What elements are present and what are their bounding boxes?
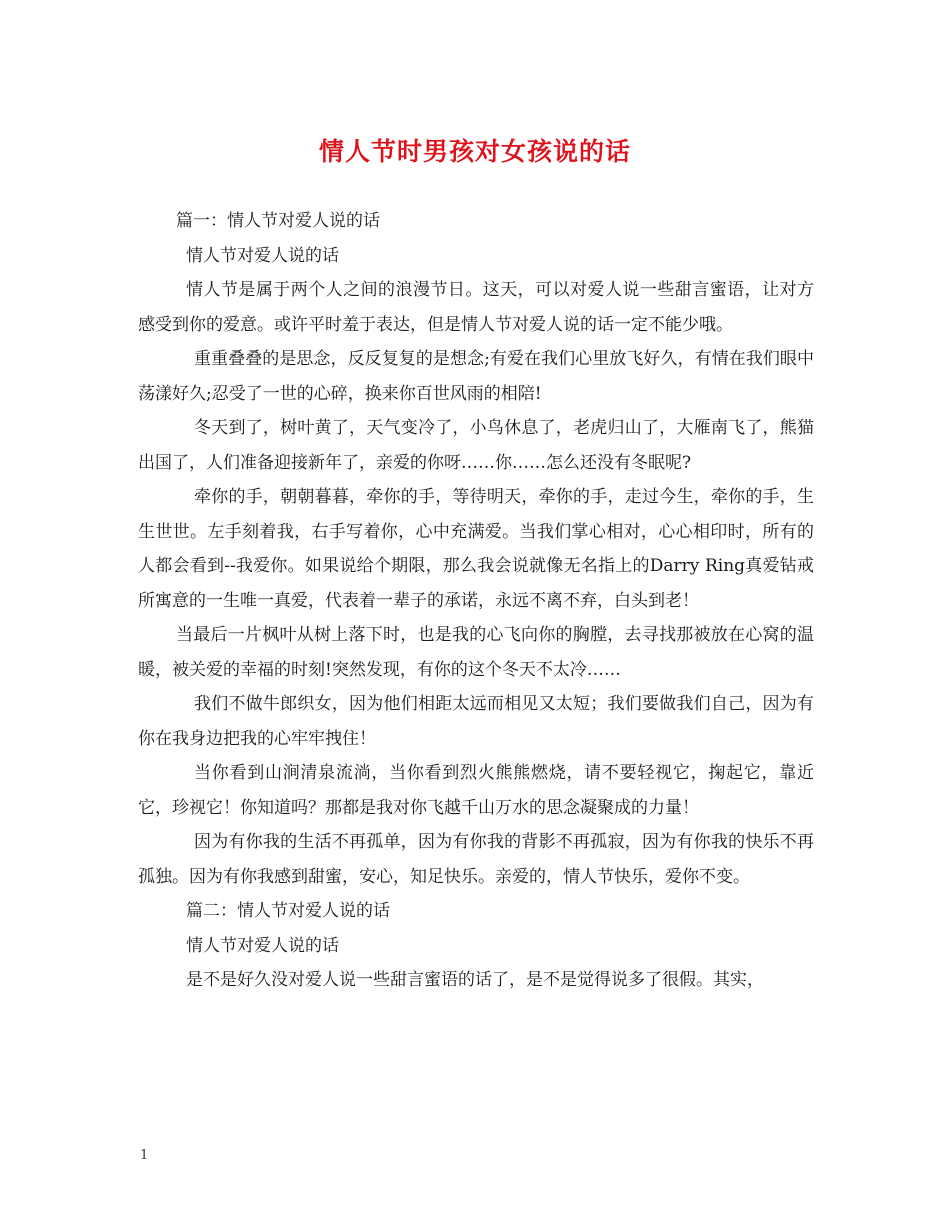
- paragraph: 冬天到了，树叶黄了，天气变冷了，小鸟休息了，老虎归山了，大雁南飞了，熊猫出国了，人们准备迎接新年了，亲爱的你呀……你……怎么还没有冬眠呢?: [138, 418, 814, 473]
- document-title: 情人节时男孩对女孩说的话: [318, 137, 631, 166]
- sub-heading-2: 情人节对爱人说的话: [186, 935, 339, 956]
- document-body: [138, 204, 814, 998]
- paragraph: 是不是好久没对爱人说一些甜言蜜语的话了，是不是觉得说多了很假。其实，: [186, 970, 764, 990]
- page-number: 1: [140, 1148, 149, 1163]
- section-heading-2: 篇二：情人节对爱人说的话: [186, 901, 390, 921]
- paragraph: 当最后一片枫叶从树上落下时，也是我的心飞向你的胸膛，去寻找那被放在心窝的温暖，被关爱的幸福的时刻!突然发现，有你的这个冬天不太冷……: [138, 625, 814, 680]
- paragraph: 当你看到山涧清泉流淌，当你看到烈火熊熊燃烧，请不要轻视它，掬起它，靠近它，珍视它！你知道吗？那都是我对你飞越千山万水的思念凝聚成的力量！: [138, 763, 814, 818]
- sub-heading-1: 情人节对爱人说的话: [186, 245, 339, 266]
- paragraph: 因为有你我的生活不再孤单，因为有你我的背影不再孤寂，因为有你我的快乐不再孤独。因为有你我感到甜蜜，安心，知足快乐。亲爱的，情人节快乐，爱你不变。: [138, 832, 814, 887]
- paragraph: 情人节是属于两个人之间的浪漫节日。这天，可以对爱人说一些甜言蜜语，让对方感受到你的爱意。或许平时羞于表达，但是情人节对爱人说的话一定不能少哦。: [138, 280, 814, 335]
- paragraph: 重重叠叠的是思念，反反复复的是想念;有爱在我们心里放飞好久，有情在我们眼中荡漾好久;忍受了一世的心碎，换来你百世风雨的相陪!: [138, 349, 814, 404]
- paragraph: 牵你的手，朝朝暮暮，牵你的手，等待明天，牵你的手，走过今生，牵你的手，生生世世。左手刻着我，右手写着你，心中充满爱。当我们掌心相对，心心相印时，所有的人都会看到--我爱你。如果说给个期限，那么我会说就像无名指上的Darry Ring真爱钻戒所寓意的一生唯一真爱，代表着一辈子的承诺，永远不离不弃，白头到老！: [138, 487, 814, 611]
- paragraph: 我们不做牛郎织女，因为他们相距太远而相见又太短；我们要做我们自己，因为有你在我身边把我的心牢牢拽住！: [138, 694, 814, 749]
- section-heading-1: 篇一：情人节对爱人说的话: [176, 211, 380, 231]
